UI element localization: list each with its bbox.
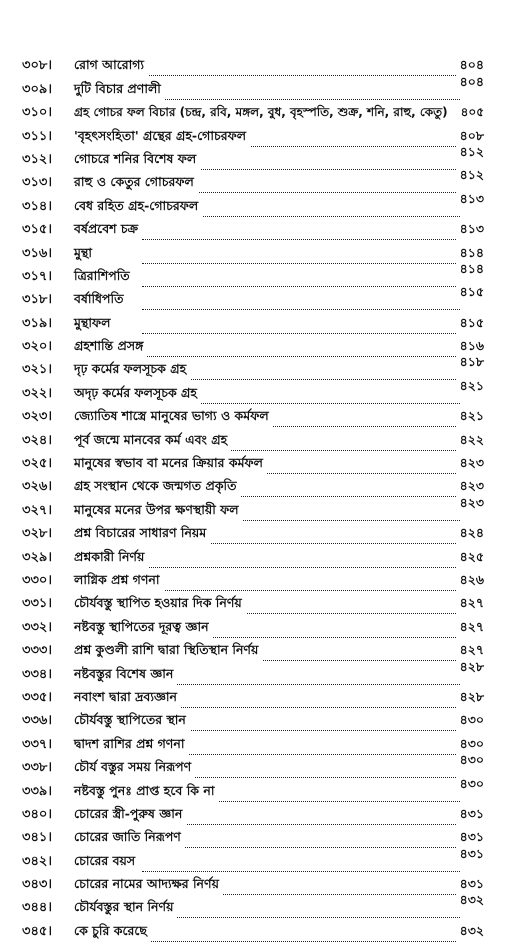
toc-entry-page-number: ৪৩১ [457,829,484,849]
toc-entry-number: ৩৪২। [22,853,52,869]
dot-leader [142,684,460,685]
toc-entry-page-number: ৪৩১ [457,876,484,896]
toc-entry-page-number: ৪৩১ [457,806,484,826]
toc-entry-page-number: ৪১৩ [457,191,484,211]
toc-entry-number: ৩৩২। [22,619,53,635]
toc-entry-page-number: ৪১৩ [457,221,484,241]
toc-entry [22,479,484,502]
toc-entry-title: প্রশ্নকারী নির্ণয় [74,549,148,569]
toc-entry-number: ৩২৮। [22,526,52,542]
toc-entry-number: ৩১৯। [22,315,52,331]
dot-leader [142,824,460,825]
toc-entry-page-number: ৪৩১ [457,846,484,866]
toc-entry [22,658,484,689]
toc-entry-title: চৌর্য বস্তুর সময় নিরূপণ [74,759,195,779]
toc-entry [22,736,484,759]
toc-entry-number: ৩৩১। [22,596,52,612]
table-of-contents [22,58,484,947]
toc-entry-number: ৩০৮। [22,58,52,74]
toc-entry-page-number: ৪২৫ [457,549,484,569]
toc-entry-page-number: ৪২৭ [457,619,484,639]
toc-entry-number: ৩১৬। [22,245,52,261]
toc-entry [22,690,484,713]
toc-entry-page-number: ৪২১ [457,378,484,398]
toc-entry-page-number: ৪০৫ [458,104,484,124]
toc-entry [22,807,484,830]
toc-entry [22,58,484,81]
toc-entry [22,245,484,268]
toc-entry [22,377,484,408]
toc-entry-title: গোচরে শনির বিশেষ ফল [74,151,200,171]
dot-leader [142,263,460,264]
toc-entry-page-number: ৪২৪ [457,525,484,545]
toc-entry-title: নবাংশ দ্বারা দ্রব্যজ্ঞান [74,689,181,709]
toc-entry [22,167,484,198]
toc-entry [22,713,484,736]
toc-entry-number: ৩১৪। [22,198,52,214]
toc-entry-title: চোরের জাতি নিরূপণ [74,829,185,849]
dot-leader [142,309,460,310]
toc-entry-title: দুটি বিচার প্রণালী [74,81,165,101]
toc-entry-page-number: ৪২৭ [457,642,484,662]
toc-entry-number: ৩৩৬। [22,713,53,729]
toc-entry-page-number: ৪২৩ [457,478,484,498]
toc-entry [22,845,484,876]
toc-entry-number: ৩৪৫। [22,923,52,939]
toc-entry [22,596,484,619]
toc-entry-title: মুন্থা [74,245,96,265]
toc-entry [22,105,484,128]
toc-entry-number: ৩১২। [22,151,52,167]
toc-entry-number: ৩৩৩। [22,643,53,659]
toc-entry-number: ৩১৩। [22,175,52,191]
toc-entry-page-number: ৪২১ [457,408,484,428]
toc-entry-number: ৩১৫। [22,222,52,238]
toc-entry-page-number: ৪৩২ [457,923,484,943]
toc-entry-page-number: ৪০৪ [457,57,484,77]
toc-entry [22,619,484,642]
toc-entry-title: দ্বাদশ রাশির প্রশ্ন গণনা [74,736,188,756]
toc-entry-page-number: ৪১২ [457,167,484,187]
toc-entry-title: মানুষের স্বভাব বা মনের ক্রিয়ার কর্মফল [74,455,267,475]
toc-entry-title: নষ্টবস্তু স্থাপিতের দূরত্ব জ্ঞান [74,619,213,639]
dot-leader [142,590,460,591]
toc-entry-number: ৩২৬। [22,479,53,495]
toc-entry-page-number: ৪২২ [457,432,484,452]
toc-entry-number: ৩৩০। [22,572,53,588]
toc-entry-title: চোরের নামের আদ্যক্ষর নির্ণয় [74,876,223,896]
toc-entry [22,222,484,245]
toc-entry-number: ৩৪৩। [22,877,52,893]
toc-entry-number: ৩০৯। [22,81,52,97]
dot-leader [142,286,460,287]
toc-entry-number: ৩২৪। [22,432,52,448]
dot-leader [142,239,460,240]
toc-entry [22,573,484,596]
dot-leader [142,99,460,100]
toc-entry [22,877,484,900]
toc-entry-title: প্রশ্ন কুণ্ডলী রাশি দ্বারা স্থিতিস্থান নির্ণয় [74,642,262,662]
toc-entry [22,260,484,292]
dot-leader [142,941,460,942]
dot-leader [142,567,460,568]
toc-entry-number: ৩২৩। [22,409,53,425]
toc-entry-page-number: ৪১৫ [457,284,484,304]
toc-entry-number: ৩৩৭। [22,736,53,752]
toc-entry-number: ৩৪০। [22,806,52,822]
toc-entry-number: ৩৪৪। [22,900,52,916]
toc-entry-number: ৩১০। [22,105,52,121]
toc-entry [22,752,484,783]
toc-entry-title: বর্ষপ্রবেশ চক্র [74,221,142,241]
dot-leader [142,707,460,708]
toc-entry [22,128,484,151]
dot-leader [142,917,460,918]
toc-entry-title: চোরের বয়স [74,853,139,873]
toc-entry-number: ৩৩৮। [22,760,52,776]
toc-entry-page-number: ৪০৮ [457,128,484,148]
toc-entry-title: ত্রিরাশিপতি [74,268,134,288]
toc-entry [22,432,484,455]
toc-entry-title: মানুষের মনের উপর ক্ষণস্থায়ী ফল [74,502,243,522]
toc-entry-title: গ্রহশান্তি প্রসঙ্গ [74,338,147,358]
toc-entry-number: ৩২৯। [22,549,52,565]
dot-leader [142,333,460,334]
toc-entry-page-number: ৪১৮ [457,354,484,374]
toc-entry-page-number: ৪৩২ [457,892,484,912]
dot-leader [142,847,460,848]
toc-entry-number: ৩২৭। [22,502,53,518]
toc-entry-title: নষ্টবস্তুর বিশেষ জ্ঞান [74,666,177,686]
toc-entry-title: 'বৃহৎসংহিতা' গ্রন্থের গ্রহ-গোচরফল [74,128,250,148]
toc-entry-page-number: ৪৩০ [457,712,484,732]
toc-entry-page-number: ৪১২ [457,144,484,164]
toc-entry-title: অদৃঢ় কর্মের ফলসূচক গ্রহ [74,385,201,405]
toc-entry [22,775,484,806]
toc-entry-title: চৌর্যবস্তু স্থাপিত হওয়ার দিক নির্ণয় [74,595,246,615]
dot-leader [142,75,460,76]
toc-entry-number: ৩১৮। [22,292,52,308]
toc-entry [22,526,484,549]
toc-entry-page-number: ৪১৬ [457,338,484,358]
toc-entry-title: নষ্টবস্তু পুনঃ প্রাপ্ত হবে কি না [74,783,218,803]
toc-entry-title: রাহু ও কেতুর গোচরফল [74,174,198,194]
toc-entry [22,549,484,572]
dot-leader [142,754,460,755]
toc-entry [22,643,484,666]
toc-entry-title: রোগ আরোগ্য [74,57,148,77]
toc-entry-page-number: ৪২৭ [457,595,484,615]
toc-entry-title: চোরের স্ত্রী-পুরুষ জ্ঞান [74,806,186,826]
toc-entry-title: গ্রহ গোচর ফল বিচার (চন্দ্র, রবি, মঙ্গল, বুধ, বৃহস্পতি, শুক্র, শনি, রাহু, কেতু) [74,104,448,124]
toc-entry-page-number: ৪৩০ [457,776,484,796]
toc-entry-number: ৩১১। [22,128,52,144]
toc-entry [22,143,484,175]
toc-entry-number: ৩২১। [22,362,52,378]
toc-entry-title: মুন্থাফল [74,315,114,335]
toc-entry-title: দৃঢ় কর্মের ফলসূচক গ্রহ [74,361,190,381]
toc-entry [22,190,484,221]
dot-leader [142,356,460,357]
toc-entry [22,354,484,385]
toc-entry-number: ৩৩৪। [22,666,52,682]
toc-entry-title: চৌর্যবস্তুর স্থান নির্ণয় [74,899,177,919]
toc-entry-title: বর্ষাধিপতি [74,291,128,311]
toc-entry-number: ৩৩৫। [22,689,52,705]
toc-entry-title: প্রশ্ন বিচারের সাধারণ নিয়ম [74,525,210,545]
toc-entry-page-number: ৪১৪ [457,245,484,265]
toc-entry [22,284,484,315]
toc-entry [22,456,484,479]
toc-entry [22,339,484,362]
toc-entry [22,830,484,853]
toc-entry-page-number: ৪২৩ [457,455,484,475]
toc-entry [22,409,484,432]
toc-entry [22,315,484,338]
toc-entry-title: কে চুরি করেছে [74,923,151,943]
dot-leader [142,871,460,872]
toc-entry-number: ৩১৭। [22,268,52,284]
toc-entry-number: ৩২২। [22,385,53,401]
toc-entry-page-number: ৪১৪ [457,261,484,281]
toc-entry-number: ৩৪১। [22,830,52,846]
toc-entry-page-number: ৪১৫ [457,315,484,335]
toc-entry-title: গ্রহ সংস্থান থেকে জন্মগত প্রকৃতি [74,478,241,498]
toc-entry-page-number: ৪২৬ [457,572,484,592]
toc-entry [22,892,484,923]
toc-entry-number: ৩২০। [22,339,53,355]
toc-entry-page-number: ৪২৮ [457,659,484,679]
toc-entry-page-number: ৪২৮ [457,689,484,709]
toc-entry-title: বেধ রহিত গ্রহ-গোচরফল [74,198,202,218]
toc-entry-number: ৩২৫। [22,456,52,472]
toc-entry-title: জ্যোতিষ শাস্ত্রে মানুষের ভাগ্য ও কর্মফল [74,408,273,428]
toc-entry [22,73,484,104]
toc-entry-page-number: ৪০৪ [457,74,484,94]
toc-entry-page-number: ৪৩০ [457,736,484,756]
toc-entry-page-number: ৪৩০ [457,752,484,772]
toc-entry [22,923,484,946]
toc-entry-number: ৩৩৯। [22,783,52,799]
toc-entry-title: লাগ্নিক প্রশ্ন গণনা [74,572,164,592]
toc-entry [22,494,484,525]
toc-entry-title: পূর্ব জন্মে মানবের কর্ম এবং গ্রহ [74,432,231,452]
toc-entry-page-number: ৪২৩ [457,495,484,515]
toc-entry-title: চৌর্যবস্তু স্থাপিতের স্থান [74,712,190,732]
